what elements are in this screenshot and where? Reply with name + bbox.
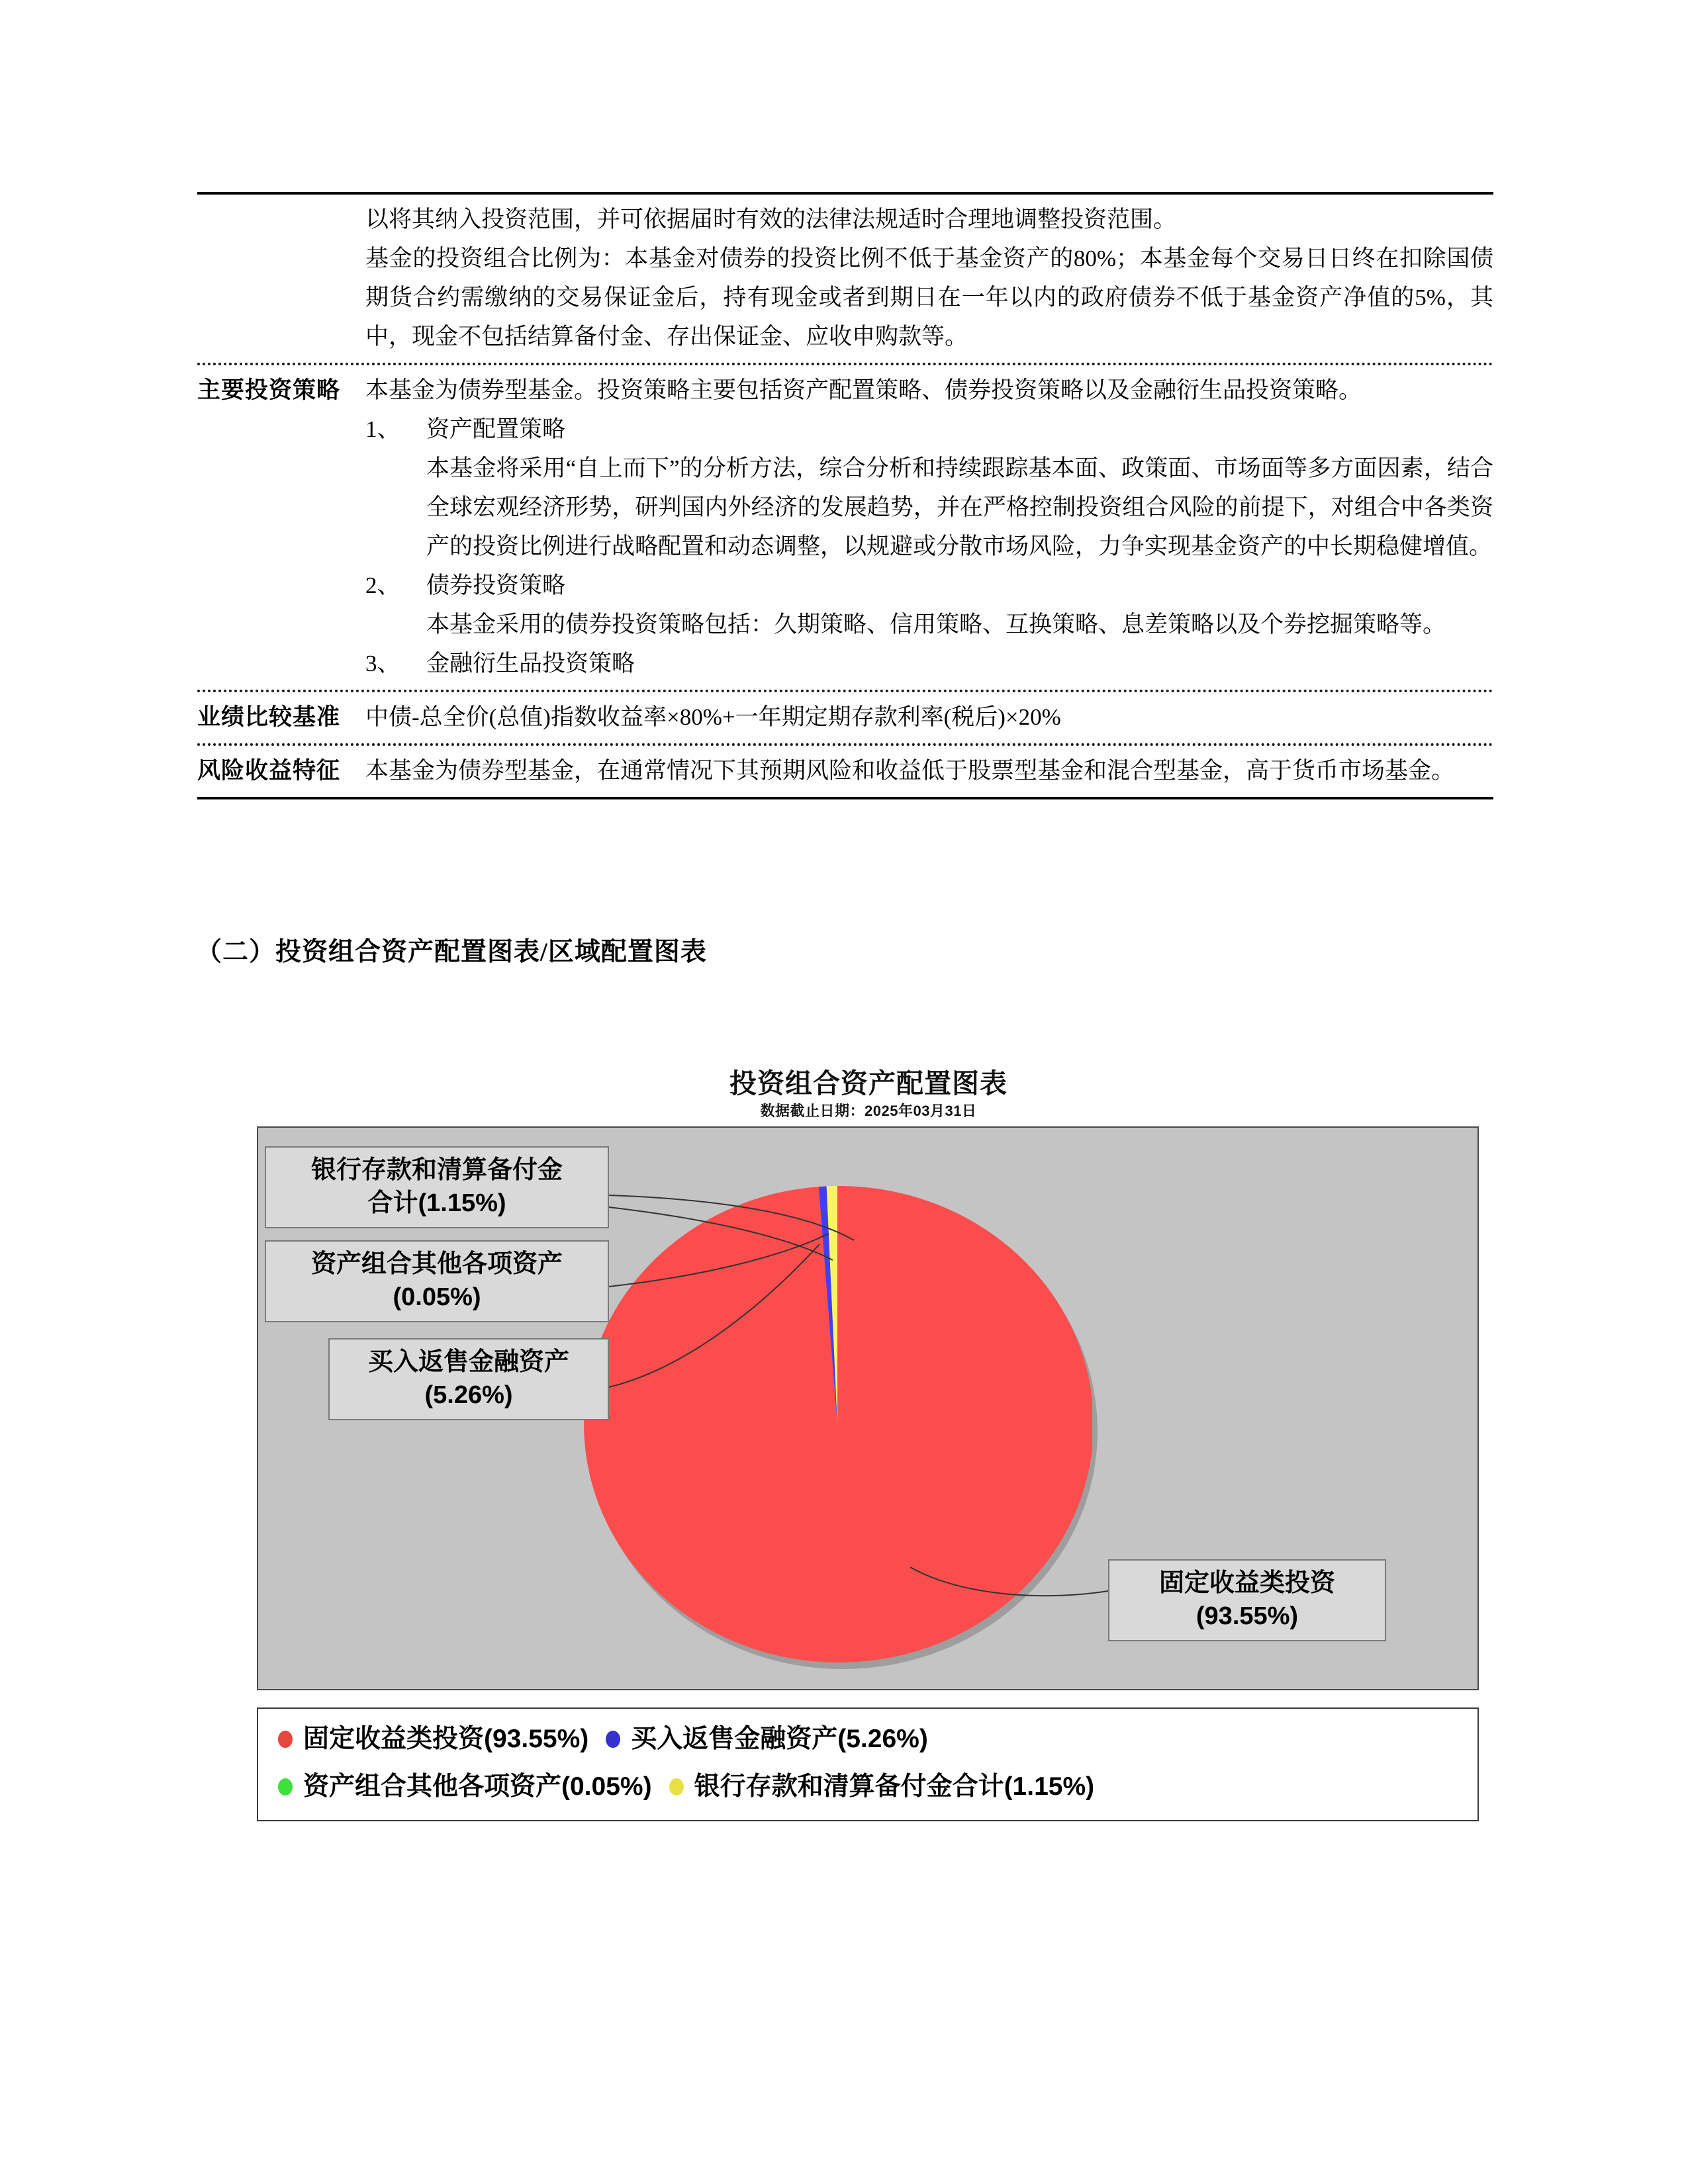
callout-bank-deposit[interactable] xyxy=(265,1146,609,1228)
row-label: 主要投资策略 xyxy=(197,377,341,403)
legend-swatch-icon xyxy=(606,1731,620,1748)
legend-row xyxy=(258,1763,1477,1811)
legend-item-bank-deposit[interactable] xyxy=(669,1771,1095,1803)
list-title: 债券投资策略 xyxy=(426,572,566,598)
list-item xyxy=(365,644,1493,690)
legend-label: 银行存款和清算备付金合计(1.15%) xyxy=(694,1772,1095,1801)
pie-container xyxy=(583,1186,1092,1662)
list-body xyxy=(426,410,1493,566)
legend-item-other-assets[interactable] xyxy=(278,1771,652,1803)
callout-label: 资产组合其他各项资产 xyxy=(310,1250,563,1278)
paragraph: 基金的投资组合比例为：本基金对债券的投资比例不低于基金资产的80%；本基金每个交易日日终在扣除国债期货合约需缴纳的交易保证金后，持有现金或者到期日在一年以内的政府债券不低于基金资产净值的5%，其中，现金不包括结算备付金、存出保证金、应收申购款等。 xyxy=(365,246,1493,349)
list-body xyxy=(426,566,1493,644)
risk-text: 本基金为债券型基金，在通常情况下其预期风险和收益低于股票型基金和混合型基金，高于货币市场基金。 xyxy=(365,758,1455,784)
list-item xyxy=(365,410,1493,566)
row-content xyxy=(365,746,1493,797)
table-row-risk xyxy=(197,746,1493,797)
callout-reverse-repo[interactable] xyxy=(328,1338,609,1420)
strategy-intro: 本基金为债券型基金。投资策略主要包括资产配置策略、债券投资策略以及金融衍生品投资策略。 xyxy=(365,377,1362,403)
callout-value: (0.05%) xyxy=(393,1283,481,1311)
legend-item-reverse-repo[interactable] xyxy=(606,1723,928,1755)
legend-label: 买入返售金融资产(5.26%) xyxy=(631,1725,928,1753)
callout-label: 买入返售金融资产 xyxy=(367,1348,569,1376)
list-number: 3、 xyxy=(365,651,400,676)
callout-other-assets[interactable] xyxy=(265,1240,609,1322)
list-number: 1、 xyxy=(365,416,400,442)
table-row xyxy=(197,195,1493,363)
portfolio-allocation-chart xyxy=(257,1067,1480,1690)
paragraph: 以将其纳入投资范围，并可依据届时有效的法律法规适时合理地调整投资范围。 xyxy=(365,206,1177,232)
pie-slice-fixed-income[interactable] xyxy=(584,1186,1092,1662)
list-number: 2、 xyxy=(365,572,400,598)
list-item xyxy=(365,566,1493,644)
callout-value: (5.26%) xyxy=(424,1381,513,1409)
table-row-benchmark xyxy=(197,692,1493,743)
legend-item-fixed-income[interactable] xyxy=(278,1723,588,1755)
row-content xyxy=(365,195,1493,363)
pie-svg xyxy=(583,1186,1092,1662)
legend-row xyxy=(258,1715,1477,1763)
list-title: 资产配置策略 xyxy=(426,416,566,442)
benchmark-text: 中债-总全价(总值)指数收益率×80%+一年期定期存款利率(税后)×20% xyxy=(365,704,1061,730)
table-bottom-border xyxy=(197,797,1493,799)
section-heading: （二）投资组合资产配置图表/区域配置图表 xyxy=(196,938,707,966)
chart-plot-area xyxy=(257,1126,1479,1690)
table-row-strategy xyxy=(197,365,1493,690)
callout-label: 银行存款和清算备付金 xyxy=(310,1156,563,1184)
row-label: 风险收益特征 xyxy=(197,758,341,784)
callout-value: (93.55%) xyxy=(1196,1602,1299,1630)
legend-swatch-icon xyxy=(278,1731,293,1748)
chart-subtitle: 数据截止日期：2025年03月31日 xyxy=(760,1103,977,1119)
row-label: 业绩比较基准 xyxy=(197,704,341,730)
chart-legend xyxy=(257,1707,1479,1821)
row-content xyxy=(365,692,1493,743)
strategy-list xyxy=(365,410,1493,690)
list-text: 本基金将采用“自上而下”的分析方法，综合分析和持续跟踪基本面、政策面、市场面等多方面因素，结合全球宏观经济形势，研判国内外经济的发展趋势，并在严格控制投资组合风险的前提下，对组合中各类资产的投资比例进行战略配置和动态调整，以规避或分散市场风险，力争实现基金资产的中长期稳健增值。 xyxy=(426,455,1493,559)
list-title: 金融衍生品投资策略 xyxy=(426,651,635,676)
legend-label: 资产组合其他各项资产(0.05%) xyxy=(303,1772,652,1801)
row-content xyxy=(365,365,1493,690)
row-label xyxy=(197,195,365,200)
fund-info-table xyxy=(197,192,1493,799)
chart-title: 投资组合资产配置图表 xyxy=(729,1068,1008,1099)
callout-value: 合计(1.15%) xyxy=(367,1189,506,1217)
legend-swatch-icon xyxy=(278,1778,293,1796)
callout-fixed-income[interactable] xyxy=(1108,1559,1386,1641)
legend-swatch-icon xyxy=(669,1778,684,1796)
legend-label: 固定收益类投资(93.55%) xyxy=(303,1725,589,1753)
list-body xyxy=(426,644,1493,683)
list-text: 本基金采用的债券投资策略包括：久期策略、信用策略、互换策略、息差策略以及个券挖掘策略等。 xyxy=(426,612,1446,637)
callout-label: 固定收益类投资 xyxy=(1158,1569,1335,1597)
